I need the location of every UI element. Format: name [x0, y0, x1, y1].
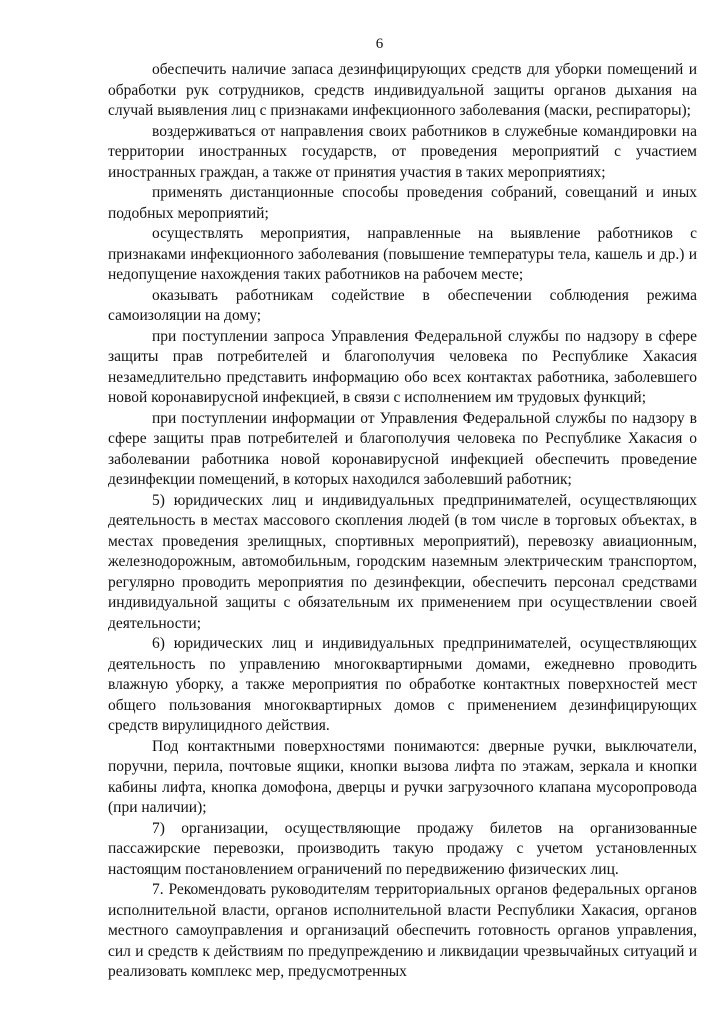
paragraph-detect-symptoms: осуществлять мероприятия, направленные на выявление работников с признаками инфекционного заболевания (повышение температуры тела, кашель и др.) и недопущение нахождения таких работников на рабочем месте; [108, 225, 697, 283]
page-number: 6 [375, 36, 384, 52]
paragraph-item-7-tickets: 7) организации, осуществляющие продажу билетов на организованные пассажирские перевозки, производить такую продажу с учетом установленных настоящим постановлением ограничений по передвижению физических лиц. [108, 819, 697, 878]
paragraph-self-isolation: оказывать работникам содействие в обеспечении соблюдения режима самоизоляции на дому; [108, 286, 697, 324]
paragraph-contacts-request: при поступлении запроса Управления Федеральной службы по надзору в сфере защиты прав потребителей и благополучия человека по Республике Хакасия незамедлительно представить информацию обо всех контактах работника, заболевшего новой коронавирусной инфекцией, в связи с исполнением им трудовых функций; [108, 327, 697, 406]
paragraph-contact-surfaces: Под контактными поверхностями понимаются: дверные ручки, выключатели, поручни, перила, почтовые ящики, кнопки вызова лифта по этажам, зеркала и кнопки кабины лифта, кнопка домофона, дверцы и ручки загрузочного клапана мусоропровода (при наличии); [108, 737, 697, 816]
paragraph-section-7: 7. Рекомендовать руководителям территориальных органов федеральных органов исполнительной власти, органов исполнительной власти Республики Хакасия, органов местного самоуправления и организаций обеспечить готовность органов управления, сил и средств к действиям по предупреждению и ликвидации чрезвычайных ситуаций и реализовать комплекс мер, предусмотренных [108, 881, 697, 980]
paragraph-disinfection-premises: при поступлении информации от Управления Федеральной службы по надзору в сфере защиты прав потребителей и благополучия человека по Республике Хакасия о заболевании работника новой коронавирусной инфекцией обеспечить проведение дезинфекции помещений, в которых находился заболевший работник; [108, 409, 697, 488]
paragraph-item-6: 6) юридических лиц и индивидуальных предпринимателей, осуществляющих деятельность по управлению многоквартирными домами, ежедневно проводить влажную уборку, а также мероприятия по обработке контактных поверхностей мест общего пользования многоквартирных домов с применением дезинфицирующих средств вирулицидного действия. [108, 635, 697, 734]
paragraph-item-5: 5) юридических лиц и индивидуальных предпринимателей, осуществляющих деятельность в местах массового скопления людей (в том числе в торговых объектах, в местах проведения зрелищных, спортивных мероприятий), перевозку авиационным, железнодорожным, автомобильным, городским наземным электрическим транспортом, регулярно проводить мероприятия по дезинфекции, обеспечить персонал средствами индивидуальной защиты с обязательным их применением при осуществлении своей деятельности; [108, 491, 697, 632]
paragraph-business-trips: воздерживаться от направления своих работников в служебные командировки на территории иностранных государств, от проведения мероприятий с участием иностранных граждан, а также от принятия участия в таких мероприятиях; [108, 122, 697, 181]
body-text [108, 60, 697, 983]
paragraph-remote-meetings: применять дистанционные способы проведения собраний, совещаний и иных подобных мероприятий; [108, 184, 697, 222]
paragraph-disinfectants: обеспечить наличие запаса дезинфицирующих средств для уборки помещений и обработки рук сотрудников, средств индивидуальной защиты органов дыхания на случай выявления лиц с признаками инфекционного заболевания (маски, респираторы); [108, 61, 697, 119]
